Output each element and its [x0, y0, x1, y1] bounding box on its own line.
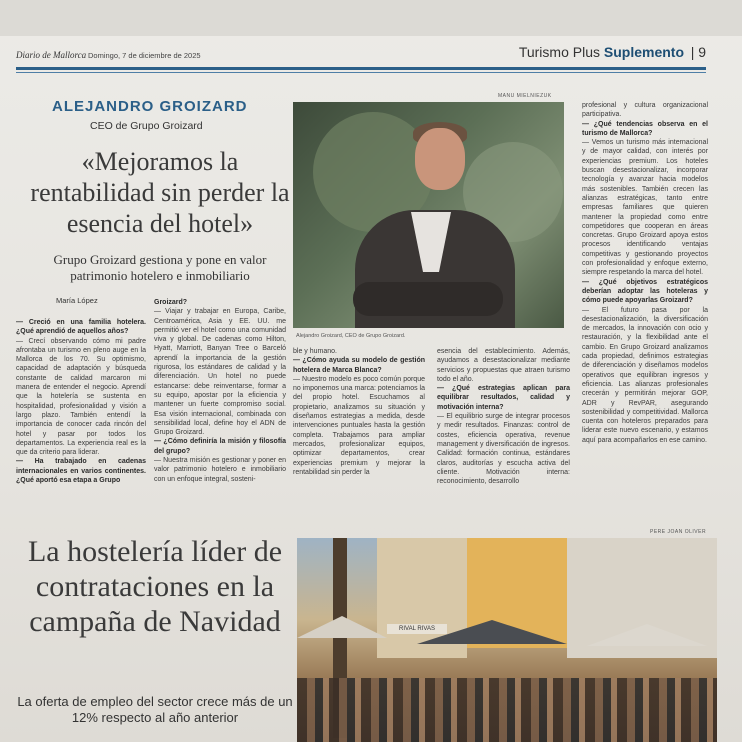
photo-credit: MANU MIELNIEZUK [498, 93, 552, 99]
article-subhead: Grupo Groizard gestiona y pone en valor patrimonio hotelero e inmobiliario [53, 252, 267, 283]
article-column-2 [154, 298, 286, 484]
portrait-photo [293, 102, 564, 328]
interview-question: — ¿Qué tendencias observa en el turismo de Mallorca? [582, 120, 708, 137]
portrait-face [415, 128, 465, 190]
interview-answer: — Crecí observando cómo mi padre afrontaba un turismo en pleno auge en la Mallorca de los 70. Su optimismo, capacidad de adaptación y búsqueda constante de calidad marcaron mi manera de entender el negocio. Aprendí que la hotelería se sustenta en hospitalidad, profesionalidad y visión a largo plazo. También entendí la importancia de conocer cada rincón del hotel y pasar por todos los departamentos. La experiencia real es la que da criterio para liderar. [16, 337, 146, 457]
interview-question: — Ha trabajado en cadenas internacionales en varios continentes. ¿Qué aportó esa etapa a Grupo [16, 458, 146, 485]
page-top-margin [0, 0, 742, 36]
interview-answer: esencia del establecimiento. Además, ayudamos a desestacionalizar mediante servicios y propuestas que atraen turismo todo el año. [437, 348, 570, 383]
terrace-crowd [297, 678, 717, 742]
article-column-5 [582, 101, 708, 445]
section-name: Turismo Plus [518, 44, 600, 60]
page-number: | 9 [690, 44, 706, 60]
shop-sign: RIVAL RIVAS [387, 624, 447, 634]
article-headline: «Mejoramos la rentabilidad sin perder la esencia del hotel» [30, 147, 290, 238]
interviewee-role: CEO de Grupo Groizard [90, 120, 203, 132]
interview-question: — ¿Cómo ayuda su modelo de gestión hotelera de Marca Blanca? [293, 357, 425, 374]
article-column-3 [293, 347, 425, 477]
masthead-date: Domingo, 7 de diciembre de 2025 [88, 51, 201, 60]
terrace-photo [297, 538, 717, 742]
section-title [519, 44, 684, 60]
interview-answer: — El equilibrio surge de integrar procesos y medir resultados. Finanzas: control de costes, eficiencia operativa, revenue management y diversificación de ingresos. Calidad: formación continua, estándares claros, auditorías y escucha activa del cliente. Motivación interna: reconocimiento, desarrollo [437, 413, 570, 486]
interview-answer: profesional y cultura organizacional participativa. [582, 102, 708, 119]
interview-question: — Creció en una familia hotelera. ¿Qué aprendió de aquellos años? [16, 319, 146, 336]
interview-answer: — Viajar y trabajar en Europa, Caribe, Centroamérica, Asia y EE. UU. me permitió ver el hotel como una comunidad viva y global. De cadenas como Hilton, Hyatt, Marriott, Banyan Tree o Barceló aprendí la importancia de la gestión rigurosa, los estándares de calidad y la diferenciación. Un hotel no puede estancarse: debe reinventarse, formar a su equipo, apostar por la eficiencia y mantener un fuerte compromiso social. Esa visión internacional, combinada con sensibilidad local, define hoy el ADN de Grupo Groizard. [154, 308, 286, 437]
interview-question: — ¿Cómo definiría la misión y filosofía del grupo? [154, 438, 286, 455]
header-rule-thin [16, 72, 706, 73]
interview-answer: — Nuestra misión es gestionar y poner en valor patrimonio hotelero e inmobiliario con un enfoque integral, sosteni- [154, 457, 286, 483]
photo-credit: PERE JOAN OLIVER [650, 529, 707, 535]
parasol [297, 616, 387, 638]
interviewee-name: ALEJANDRO GROIZARD [52, 98, 248, 115]
masthead-paper-name: Diario de Mallorca [16, 50, 87, 60]
article-column-4 [437, 347, 570, 486]
article-headline: La hostelería líder de contrataciones en la campaña de Navidad [27, 535, 283, 638]
article-byline: María López [56, 296, 98, 305]
article-subhead: La oferta de empleo del sector crece más de un 12% respecto al año anterior [17, 694, 293, 725]
interview-answer: ble y humano. [293, 348, 337, 355]
interview-question: Groizard? [154, 299, 188, 306]
supplement-label: Suplemento [603, 44, 684, 60]
interview-question: — ¿Qué objetivos estratégicos deberían adoptar las hoteleras y cómo puede apoyarlas Groizard? [582, 278, 708, 305]
interview-answer: — Nuestro modelo es poco común porque no imponemos una marca: potenciamos la del propio hotel. Escuchamos al propietario, analizamos su situación y diseñamos estrategias a medida, desde intervenciones puntuales hasta la gestión completa. Trabajamos para ampliar mercados, profesionalizar equipos, optimizar departamentos, crear experiencias premium y mejorar la rentabilidad sin perder la [293, 375, 425, 476]
article-column-1 [16, 318, 146, 485]
portrait-crossed-arms [353, 282, 503, 316]
header-rule [16, 67, 706, 70]
interview-answer: — Vemos un turismo más internacional y de mayor calidad, con interés por experiencias premium. Los hoteles buscan desestacionalizar, incorporar tecnología y avanzar hacia modelos más sostenibles. También crecen las alianzas estratégicas, tanto entre empresas familiares que quieren mantener la propiedad como entre competidores que cooperan en áreas concretas. Grupo Groizard apoya estos procesos identificando ventajas competitivas y gestionando proyectos con profesionalidad y enfoque externo, siempre respetando la marca del hotel. [582, 139, 708, 277]
interview-question: — ¿Qué estrategias aplican para equilibrar resultados, calidad y motivación interna? [437, 385, 570, 411]
photo-caption: Alejandro Groizard, CEO de Grupo Groizard. [296, 333, 406, 339]
interview-answer: — El futuro pasa por la desestacionalización, la diversificación de mercados, la innovación con ocio y restauración, y la flexibilidad ante el cambio. En Grupo Groizard analizamos cada propiedad, definimos estrategias de diferenciación y diseñamos modelos operativos que equilibran ingresos y eficiencia. Las alianzas profesionales crecerán y permitirán mejorar GOP, ADR y RevPAR, asegurando sostenibilidad y competitividad. Mallorca cuenta con hoteleros preparados para liderar este nuevo escenario, y estamos aquí para acompañarlos en ese camino. [582, 306, 708, 444]
